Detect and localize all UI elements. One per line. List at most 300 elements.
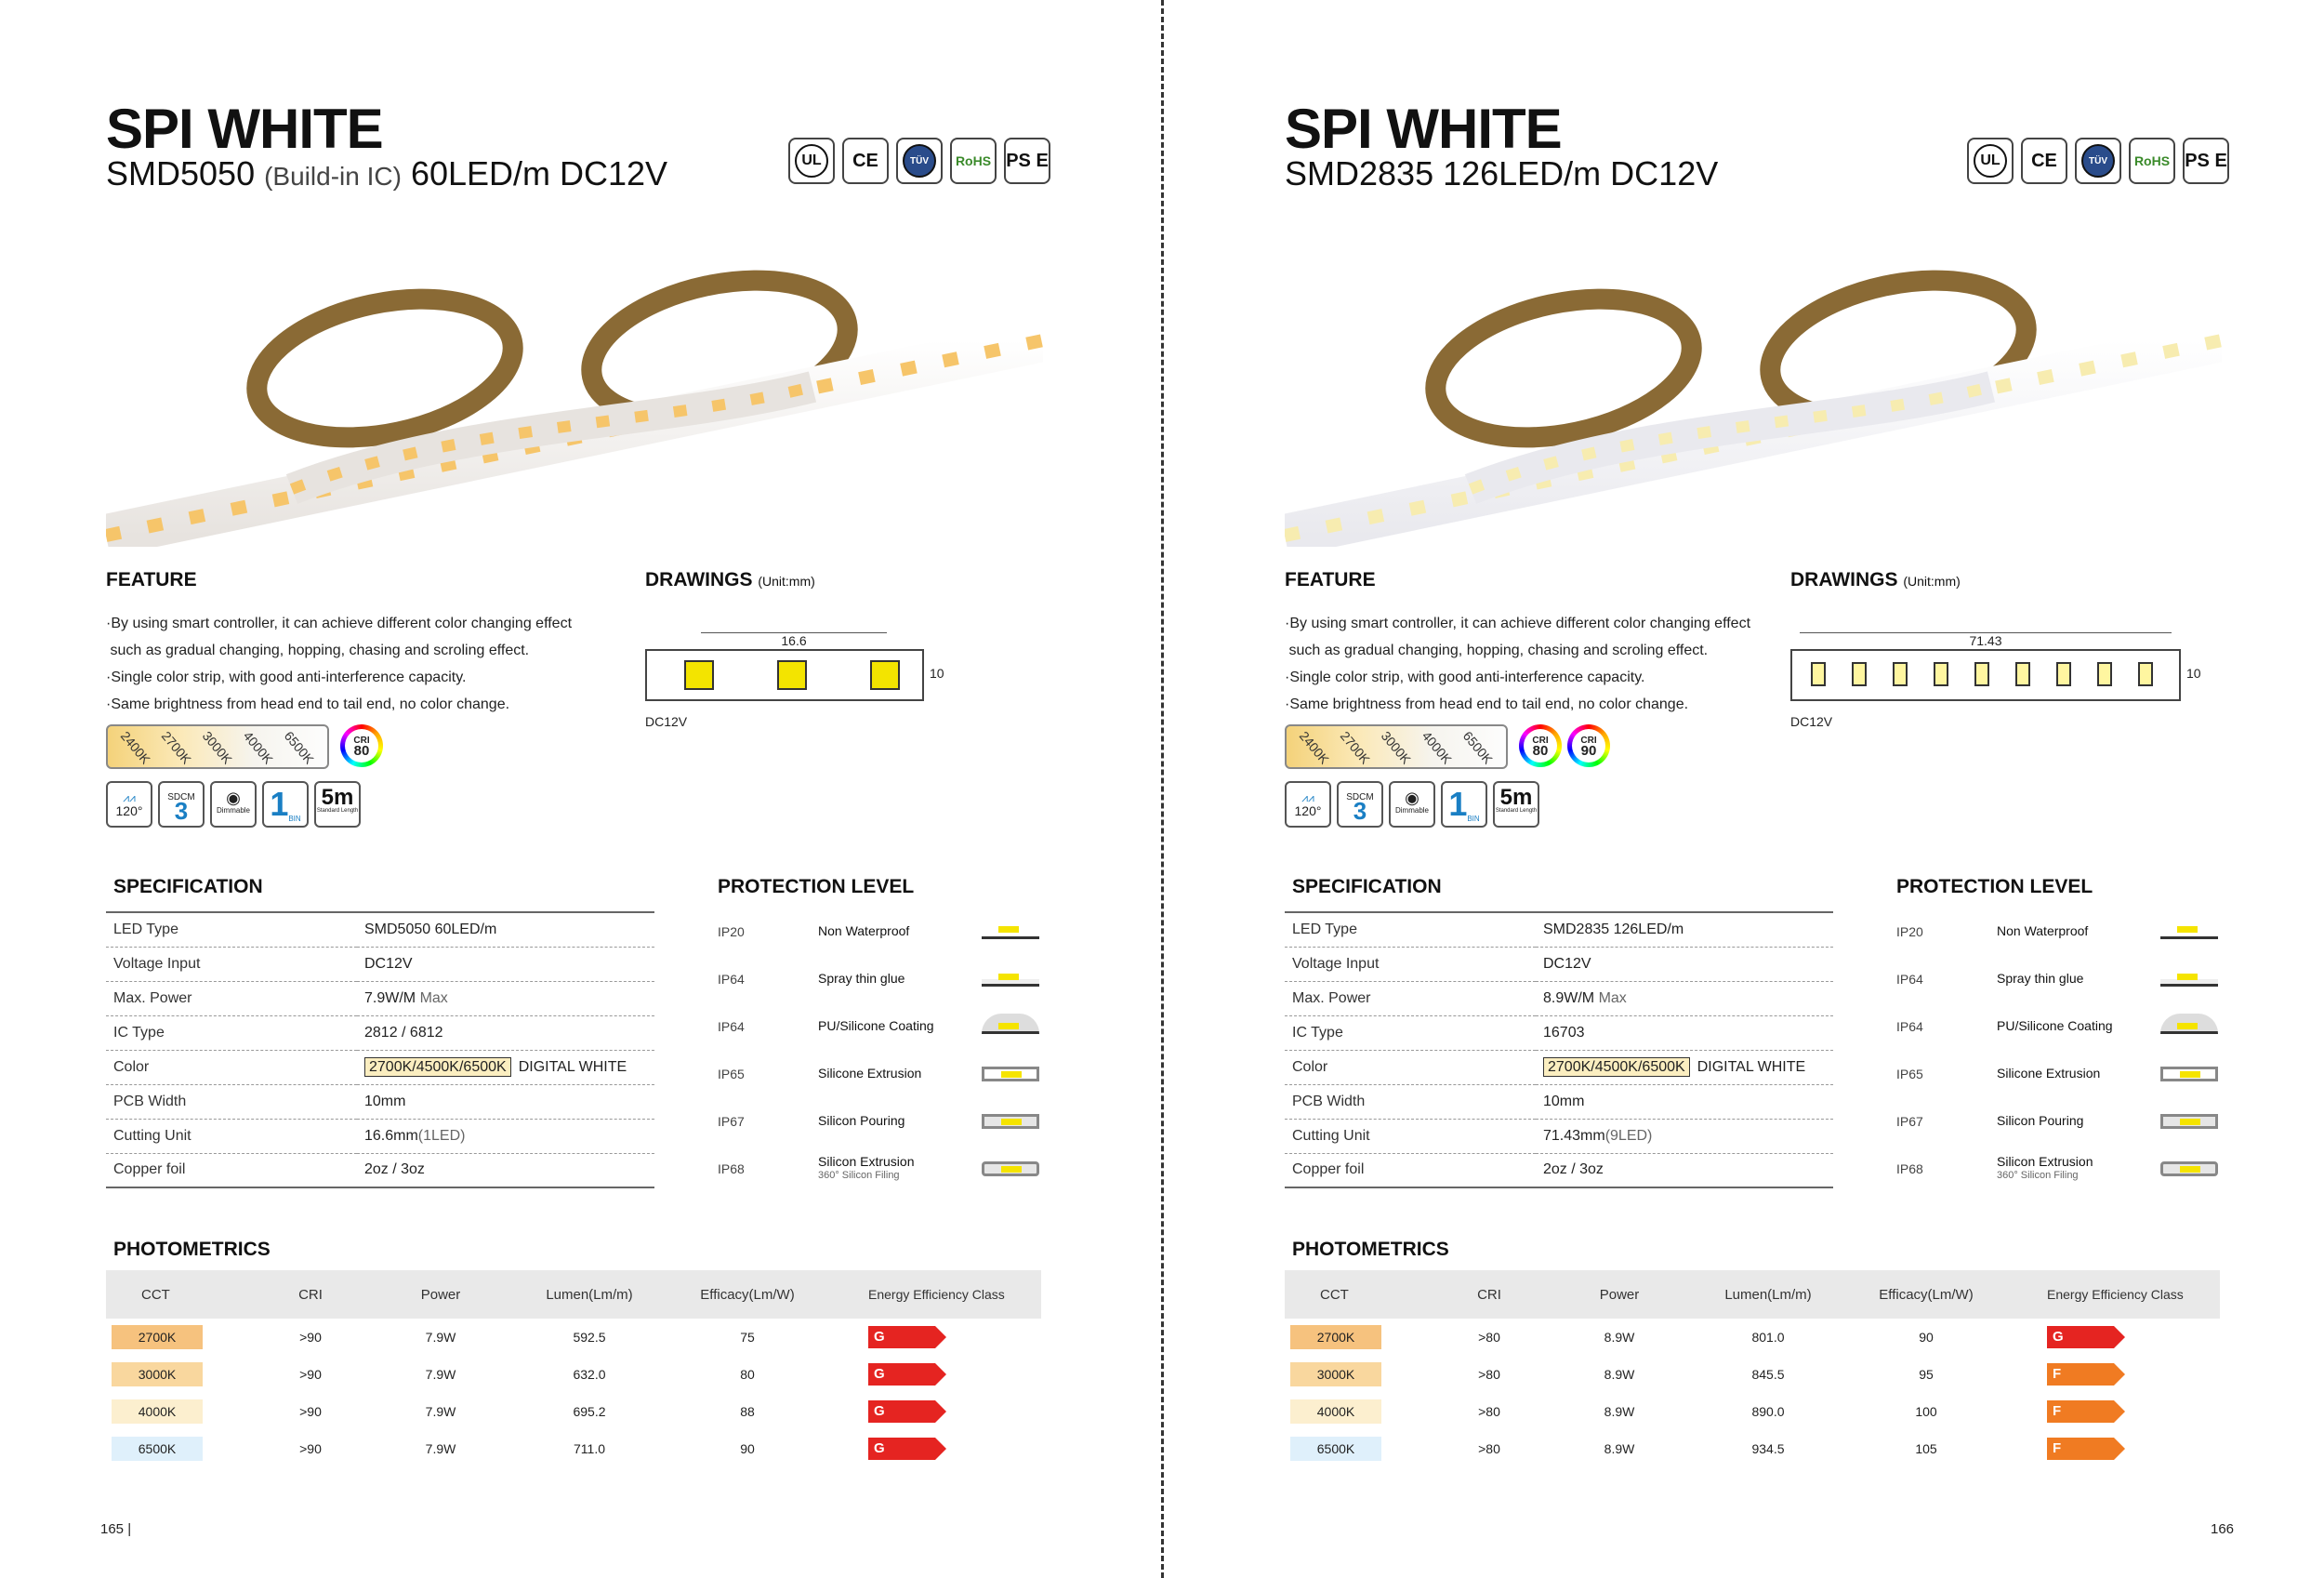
power-cell: 8.9W (1604, 1330, 1635, 1345)
feature-heading: FEATURE (106, 569, 197, 590)
sdcm-label: SDCM (167, 792, 195, 802)
power-cell: 7.9W (425, 1404, 456, 1419)
spec-value-text: 10mm (1543, 1093, 1585, 1109)
power-cell: 7.9W (425, 1330, 456, 1345)
protection-note: 360° Silicon Filing (818, 1169, 900, 1181)
sdcm-icon (1337, 781, 1383, 828)
protection-row (1896, 908, 2222, 955)
standard-length-icon (1493, 781, 1539, 828)
spec-icons (1285, 781, 1539, 828)
cert-pse-logo (2183, 138, 2229, 184)
photometrics-header-row (106, 1270, 1041, 1319)
feature-line: such as gradual changing, hopping, chasing and scroling effect. (106, 643, 530, 658)
cert-ce-logo (2021, 138, 2067, 184)
energy-class-arrow (2047, 1326, 2114, 1348)
energy-class-arrow (2047, 1400, 2114, 1423)
spec-row (1285, 947, 1833, 981)
cct-swatch: 6500K (1290, 1437, 1381, 1461)
led-dot (1001, 1119, 1022, 1125)
cert-text: TÜV (2081, 144, 2115, 178)
protection-desc-text: Non Waterproof (818, 923, 910, 938)
height-dimension: 10 (2186, 666, 2201, 681)
spec-row (1285, 1153, 1833, 1187)
drawings-unit: (Unit:mm) (758, 574, 815, 589)
drawings-title: DRAWINGS (1790, 569, 1898, 590)
cert-text: CE (2031, 150, 2057, 171)
cert-text: PS E (1006, 150, 1049, 171)
feature-line: ·By using smart controller, it can achieve different color changing effect (106, 616, 573, 631)
lumen-cell: 695.2 (573, 1404, 606, 1419)
protection-desc (818, 924, 982, 938)
sdcm-label: SDCM (1346, 792, 1374, 802)
specification-heading: SPECIFICATION (113, 876, 263, 897)
cri-badge-icon (1519, 724, 1562, 767)
cri-cell: >90 (299, 1441, 322, 1456)
protection-profile-icon (982, 1014, 1039, 1034)
dimmable-symbol: ◉ (1405, 789, 1419, 807)
protection-list (1896, 908, 2222, 1192)
product-title: SPI WHITE (106, 98, 383, 160)
dimmable-label: Dimmable (216, 806, 250, 815)
beam-angle-icon (1285, 781, 1331, 828)
cert-pse-logo (1004, 138, 1050, 184)
photometrics-header-cell: Energy Efficiency Class (2047, 1286, 2184, 1302)
page-number: 165 | (100, 1521, 132, 1537)
led-chip (1811, 662, 1826, 686)
spec-value-text: 10mm (364, 1093, 406, 1109)
cct-cell (1285, 1362, 1424, 1386)
cct-cell (1285, 1437, 1424, 1461)
spec-row (106, 1119, 654, 1153)
led-chip (1934, 662, 1948, 686)
dimmable-label: Dimmable (1394, 806, 1429, 815)
spec-key: IC Type (1285, 1015, 1536, 1050)
strip-outline (645, 649, 924, 701)
spec-value-text: 8.9W/M (1543, 989, 1595, 1006)
led-chip (2097, 662, 2112, 686)
spec-key: LED Type (1285, 912, 1536, 947)
certification-logos (1967, 138, 2229, 184)
beam-angle-icon (106, 781, 152, 828)
cert-ce-logo (842, 138, 889, 184)
photometrics-header-cell: Power (420, 1286, 461, 1303)
product-title: SPI WHITE (1285, 98, 1562, 160)
cri-cell: >90 (299, 1404, 322, 1419)
lumen-cell: 632.0 (573, 1367, 606, 1382)
spec-row (106, 1050, 654, 1084)
energy-class-arrow (868, 1400, 935, 1423)
feature-list (106, 610, 572, 718)
spec-value-text: 2812 / 6812 (364, 1024, 443, 1041)
drawing-voltage: DC12V (1790, 714, 1833, 729)
spec-value-text: SMD2835 126LED/m (1543, 921, 1684, 937)
cct-options-bar (1285, 724, 1508, 769)
protection-desc (818, 1114, 982, 1128)
power-cell: 8.9W (1604, 1404, 1635, 1419)
photometrics-header-cell: CRI (1477, 1286, 1501, 1303)
spec-value (1536, 912, 1833, 947)
protection-profile-icon (982, 1161, 1039, 1176)
spec-value-text: 71.43mm (1543, 1127, 1605, 1144)
ip-rating: IP64 (718, 971, 745, 987)
protection-desc-text: Silicon Extrusion (1997, 1153, 2093, 1169)
beam-angle-value: 120° (115, 803, 143, 818)
protection-note: 360° Silicon Filing (1997, 1169, 2079, 1181)
photometrics-table (106, 1270, 1041, 1467)
spec-key: Voltage Input (1285, 947, 1536, 981)
ip-rating: IP64 (1896, 971, 1923, 987)
product-photo (106, 238, 1043, 547)
ip-rating: IP68 (718, 1160, 745, 1176)
specification-table (106, 911, 654, 1188)
lumen-cell: 801.0 (1751, 1330, 1785, 1345)
cct-option: 4000K (240, 728, 276, 767)
subtitle-rest: 60LED/m DC12V (410, 154, 668, 192)
dimmable-symbol: ◉ (226, 789, 241, 807)
energy-class-arrow (868, 1363, 935, 1386)
led-strip-illustration (1285, 238, 2222, 547)
cct-option: 2700K (1337, 728, 1373, 767)
feature-line: ·Same brightness from head end to tail end, no color change. (1285, 696, 1689, 712)
lumen-cell: 711.0 (574, 1441, 605, 1456)
cri-value: 80 (1532, 743, 1549, 759)
spec-row (1285, 1015, 1833, 1050)
cct-option: 4000K (1419, 728, 1455, 767)
bin-label: BIN (288, 815, 301, 823)
led-dot (1001, 1166, 1022, 1173)
photometrics-row (1285, 1430, 2220, 1467)
protection-desc (1997, 1067, 2160, 1081)
cri-value: 80 (353, 743, 370, 759)
efficacy-cell: 80 (740, 1367, 755, 1382)
spec-value (357, 981, 654, 1015)
energy-class-arrow (2047, 1363, 2114, 1386)
protection-desc (1997, 1155, 2160, 1183)
dimmable-icon (1389, 781, 1435, 828)
spec-row (1285, 1084, 1833, 1119)
cert-tuv-logo (896, 138, 943, 184)
cri-badge-icon (340, 724, 383, 767)
protection-heading: PROTECTION LEVEL (1896, 876, 2093, 897)
drawings-title: DRAWINGS (645, 569, 753, 590)
led-chip (777, 660, 807, 690)
energy-class-cell (822, 1438, 1041, 1460)
protection-row (718, 955, 1043, 1002)
cri-label: CRI (1580, 736, 1597, 746)
protection-row (718, 1050, 1043, 1097)
protection-list (718, 908, 1043, 1192)
photometrics-row (106, 1356, 1041, 1393)
length-value: 5m (321, 785, 354, 810)
drawings-unit: (Unit:mm) (1903, 574, 1961, 589)
protection-profile-icon (2160, 972, 2218, 987)
cct-option: 3000K (1378, 728, 1414, 767)
length-label: Standard Length (316, 808, 359, 814)
drawings-heading (645, 569, 815, 591)
photometrics-header-cell: CCT (141, 1286, 170, 1303)
cct-options-bar (106, 724, 329, 769)
efficacy-cell: 90 (740, 1441, 755, 1456)
specification-heading: SPECIFICATION (1292, 876, 1442, 897)
length-value: 5m (1499, 785, 1533, 810)
protection-desc (1997, 972, 2160, 986)
photometrics-row (1285, 1319, 2220, 1356)
cct-cell (106, 1437, 245, 1461)
led-dot (998, 1023, 1019, 1029)
spec-value (1536, 1119, 1833, 1153)
spec-row (106, 1015, 654, 1050)
feature-line: ·By using smart controller, it can achieve different color changing effect (1285, 616, 1751, 631)
spec-row (106, 981, 654, 1015)
protection-profile-icon (2160, 924, 2218, 939)
cct-cell (106, 1325, 245, 1349)
protection-profile-icon (982, 1114, 1039, 1129)
photometrics-row (106, 1393, 1041, 1430)
spec-value-text: 2700K/4500K/6500K (364, 1057, 511, 1077)
certification-logos (788, 138, 1050, 184)
cri-cell: >90 (299, 1367, 322, 1382)
protection-row (718, 1097, 1043, 1145)
spec-row (106, 1084, 654, 1119)
specification-table (1285, 911, 1833, 1188)
efficacy-cell: 75 (740, 1330, 755, 1345)
spec-key: IC Type (106, 1015, 357, 1050)
lumen-cell: 890.0 (1751, 1404, 1785, 1419)
length-label: Standard Length (1495, 808, 1538, 814)
cri-cell: >80 (1478, 1330, 1500, 1345)
led-strip-illustration (106, 238, 1043, 547)
protection-desc (818, 1155, 982, 1183)
lumen-cell: 934.5 (1751, 1441, 1785, 1456)
spec-value (1536, 1084, 1833, 1119)
spec-value (1536, 1015, 1833, 1050)
cct-swatch: 4000K (1290, 1399, 1381, 1424)
energy-class-letter: G (2053, 1329, 2064, 1345)
energy-class-cell (2000, 1326, 2220, 1348)
protection-profile-icon (2160, 1114, 2218, 1129)
cct-cell (1285, 1399, 1424, 1424)
catalog-page (1179, 0, 2324, 1578)
cri-cell: >80 (1478, 1441, 1500, 1456)
protection-desc (818, 1067, 982, 1081)
protection-desc (1997, 1019, 2160, 1033)
cri-cell: >90 (299, 1330, 322, 1345)
sdcm-icon (158, 781, 205, 828)
ip-rating: IP65 (718, 1066, 745, 1081)
protection-profile-icon (2160, 1067, 2218, 1081)
cct-swatch: 3000K (112, 1362, 203, 1386)
cct-swatch: 2700K (1290, 1325, 1381, 1349)
cert-text: UL (1974, 144, 2007, 178)
protection-desc-text: Silicone Extrusion (1997, 1066, 2101, 1081)
protection-desc-text: PU/Silicone Coating (818, 1018, 934, 1033)
ip-rating: IP65 (1896, 1066, 1923, 1081)
led-chip (2138, 662, 2153, 686)
photometrics-row (1285, 1356, 2220, 1393)
led-dot (2180, 1071, 2200, 1078)
ip-rating: IP64 (718, 1018, 745, 1034)
spec-value (357, 912, 654, 947)
cri-label: CRI (1532, 736, 1549, 746)
led-dot (998, 926, 1019, 933)
photometrics-header-cell: Power (1599, 1286, 1640, 1303)
energy-class-cell (2000, 1363, 2220, 1386)
protection-profile-icon (982, 972, 1039, 987)
bin-icon (1441, 781, 1487, 828)
photometrics-header-cell: Energy Efficiency Class (868, 1286, 1005, 1302)
spec-value-text: DC12V (364, 955, 413, 972)
photometrics-header-cell: Efficacy(Lm/W) (1879, 1286, 1974, 1303)
protection-desc (1997, 1114, 2160, 1128)
feature-list (1285, 610, 1750, 718)
spec-value-text: 7.9W/M (364, 989, 416, 1006)
feature-line: ·Same brightness from head end to tail end, no color change. (106, 696, 510, 712)
led-chip (2015, 662, 2030, 686)
spec-row (1285, 1119, 1833, 1153)
spec-table (1285, 911, 1833, 1188)
protection-desc-text: Silicon Extrusion (818, 1153, 915, 1169)
cct-swatch: 3000K (1290, 1362, 1381, 1386)
efficacy-cell: 95 (1919, 1367, 1934, 1382)
protection-desc (818, 1019, 982, 1033)
cri-cell: >80 (1478, 1404, 1500, 1419)
spec-value (1536, 947, 1833, 981)
cert-text: CE (852, 150, 878, 171)
cert-rohs-logo (950, 138, 997, 184)
ip-rating: IP20 (718, 923, 745, 939)
spec-key: Copper foil (1292, 1161, 1365, 1178)
photometrics-header-cell: Lumen(Lm/m) (546, 1286, 633, 1303)
protection-desc-text: Spray thin glue (818, 971, 905, 986)
efficacy-cell: 100 (1915, 1404, 1937, 1419)
energy-class-letter: G (874, 1366, 885, 1382)
subtitle-note: (Build-in IC) (264, 162, 402, 191)
spec-extra: (1LED) (417, 1127, 466, 1144)
strip-drawing (645, 621, 952, 733)
power-cell: 8.9W (1604, 1367, 1635, 1382)
drawings-heading (1790, 569, 1961, 591)
energy-class-letter: G (874, 1403, 885, 1419)
energy-class-letter: F (2053, 1440, 2062, 1456)
protection-profile-icon (2160, 1161, 2218, 1176)
cert-ul-logo (788, 138, 835, 184)
bin-icon (262, 781, 309, 828)
spec-value-text: 2oz / 3oz (364, 1161, 425, 1178)
led-chip (1974, 662, 1989, 686)
protection-row (1896, 1050, 2222, 1097)
ip-rating: IP67 (1896, 1113, 1923, 1129)
protection-desc (1997, 924, 2160, 938)
protection-desc-text: Silicon Pouring (1997, 1113, 2084, 1128)
photometrics-table (1285, 1270, 2220, 1467)
cert-text: RoHS (2133, 153, 2171, 168)
protection-heading: PROTECTION LEVEL (718, 876, 915, 897)
cct-cell (106, 1362, 245, 1386)
beam-rays: ⩘⩘ (1301, 791, 1314, 804)
feature-heading: FEATURE (1285, 569, 1376, 590)
protection-desc (818, 972, 982, 986)
lumen-cell: 592.5 (573, 1330, 606, 1345)
cct-cell (106, 1399, 245, 1424)
bin-label: BIN (1467, 815, 1480, 823)
spec-key: LED Type (106, 912, 357, 947)
height-dimension: 10 (930, 666, 944, 681)
spec-icons (106, 781, 361, 828)
cert-tuv-logo (2075, 138, 2121, 184)
cri-cell: >80 (1478, 1367, 1500, 1382)
spec-row (1285, 1050, 1833, 1084)
width-dimension: 16.6 (701, 632, 887, 648)
led-dot (2180, 1166, 2200, 1173)
spec-key: PCB Width (106, 1084, 357, 1119)
spec-value (357, 1015, 654, 1050)
spec-key: Color (1285, 1050, 1536, 1084)
spec-extra: Max (419, 989, 448, 1006)
spec-key: Max. Power (106, 981, 357, 1015)
energy-class-arrow (868, 1438, 935, 1460)
photometrics-header-cell: Efficacy(Lm/W) (700, 1286, 795, 1303)
protection-profile-icon (982, 1067, 1039, 1081)
strip-outline (1790, 649, 2181, 701)
protection-row (1896, 1097, 2222, 1145)
cct-option: 2700K (158, 728, 194, 767)
power-cell: 8.9W (1604, 1441, 1635, 1456)
cert-text: UL (795, 144, 828, 178)
protection-desc-text: Spray thin glue (1997, 971, 2084, 986)
page-number: 166 (2211, 1521, 2235, 1537)
photometrics-row (106, 1319, 1041, 1356)
energy-class-arrow (868, 1326, 935, 1348)
photometrics-header-cell: CRI (298, 1286, 323, 1303)
protection-row (1896, 1145, 2222, 1192)
photometrics-header-cell: CCT (1320, 1286, 1349, 1303)
ip-rating: IP20 (1896, 923, 1923, 939)
protection-row (718, 1002, 1043, 1050)
spec-extra: (9LED) (1604, 1127, 1653, 1144)
spec-value (357, 1153, 654, 1187)
beam-rays: ⩘⩘ (123, 791, 136, 804)
energy-class-cell (2000, 1400, 2220, 1423)
cert-text: PS E (2185, 150, 2227, 171)
cert-text: TÜV (903, 144, 936, 178)
cct-option: 3000K (199, 728, 235, 767)
cct-swatch: 2700K (112, 1325, 203, 1349)
protection-profile-icon (2160, 1014, 2218, 1034)
photometrics-row (1285, 1393, 2220, 1430)
energy-class-cell (822, 1363, 1041, 1386)
spec-key: Voltage Input (106, 947, 357, 981)
spec-row (106, 912, 654, 947)
spec-key: Cutting Unit (1285, 1119, 1536, 1153)
led-chip (2056, 662, 2071, 686)
led-chip (870, 660, 900, 690)
energy-class-cell (822, 1400, 1041, 1423)
photometrics-heading: PHOTOMETRICS (113, 1239, 271, 1260)
spec-value (357, 1050, 654, 1084)
photometrics-heading: PHOTOMETRICS (1292, 1239, 1449, 1260)
spec-row (1285, 981, 1833, 1015)
cri-label: CRI (353, 736, 370, 746)
energy-class-letter: F (2053, 1366, 2062, 1382)
spec-value-text: 2700K/4500K/6500K (1543, 1057, 1690, 1077)
bin-value: 1 (1448, 785, 1468, 823)
led-dot (2177, 1023, 2198, 1029)
protection-profile-icon (982, 924, 1039, 939)
spec-value (1536, 981, 1833, 1015)
protection-row (1896, 955, 2222, 1002)
led-dot (2177, 926, 2198, 933)
spec-extra: DIGITAL WHITE (1697, 1058, 1806, 1075)
